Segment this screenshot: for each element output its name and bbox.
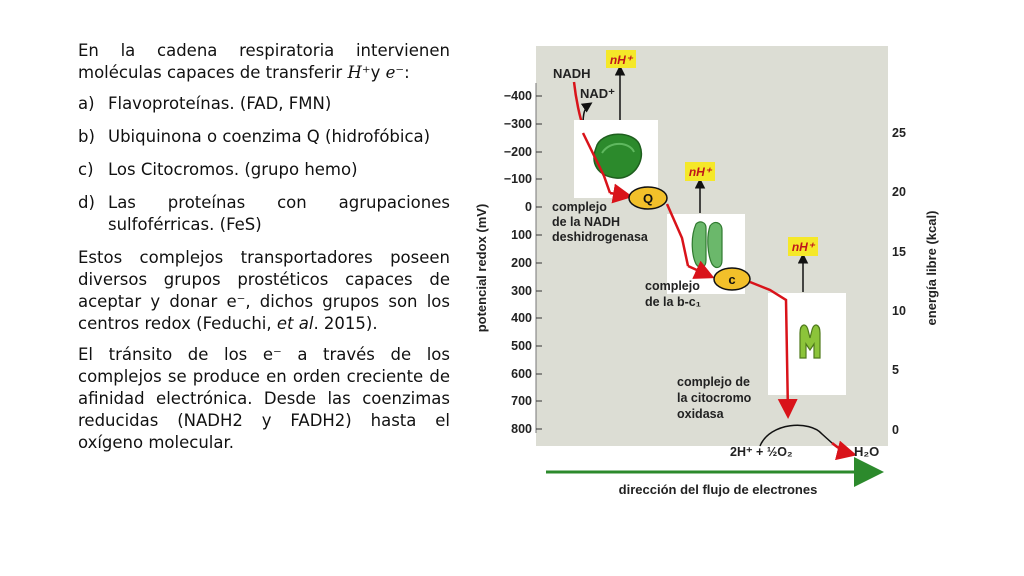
flow-direction-label: dirección del flujo de electrones bbox=[618, 482, 818, 497]
list-text: Flavoproteínas. (FAD, FMN) bbox=[108, 94, 332, 113]
complex-iv-label-line: la citocromo bbox=[677, 391, 752, 405]
list-item bbox=[78, 159, 450, 181]
para2-text: Estos complejos transportadores poseen diversos grupos prostéticos capaces de aceptar y donar e⁻, dichos grupos son los centros redox (Feduchi, bbox=[78, 248, 450, 333]
tick-label: −200 bbox=[503, 145, 532, 159]
tick-label: 10 bbox=[892, 304, 906, 318]
tick-label: 500 bbox=[511, 339, 532, 353]
intro-line2 bbox=[78, 63, 410, 82]
tick-label: 400 bbox=[511, 311, 532, 325]
para2-end: . 2015). bbox=[313, 314, 378, 333]
list-marker: a) bbox=[78, 94, 95, 113]
complex-i-label-line: complejo bbox=[552, 200, 607, 214]
complexes-paragraph bbox=[78, 247, 450, 335]
tick-label: 100 bbox=[511, 228, 532, 242]
tick-label: −300 bbox=[503, 117, 532, 131]
list-item bbox=[78, 192, 450, 236]
tick-label: 20 bbox=[892, 185, 906, 199]
left-axis-title: potencial redox (mV) bbox=[474, 203, 489, 333]
complex-iii-label-line: complejo bbox=[645, 279, 700, 293]
tick-label: −400 bbox=[503, 89, 532, 103]
respiratory-chain-figure bbox=[470, 38, 939, 503]
intro-colon: : bbox=[404, 63, 410, 82]
tick-label: 600 bbox=[511, 367, 532, 381]
intro-paragraph bbox=[78, 40, 450, 84]
left-axis-ticks bbox=[504, 89, 532, 436]
electron-transit-paragraph: El tránsito de los e⁻ a través de los complejos se produce en orden creciente de afinidad electrónica. Desde las coenzimas reducidas (NADH2 y FADH2) hasta el oxígeno molecular. bbox=[78, 345, 450, 452]
tick-label: 5 bbox=[892, 363, 899, 377]
proton-label: nH⁺ bbox=[688, 165, 712, 179]
list-marker: c) bbox=[78, 160, 94, 179]
complex-iv-label-line: oxidasa bbox=[677, 407, 724, 421]
tick-label: 200 bbox=[511, 256, 532, 270]
list-marker: d) bbox=[78, 193, 95, 212]
left-text-column bbox=[78, 40, 450, 463]
list-item bbox=[78, 93, 450, 115]
water-label: H₂O bbox=[854, 444, 880, 459]
tick-label: 800 bbox=[511, 422, 532, 436]
tick-label: 25 bbox=[892, 126, 906, 140]
q-label: Q bbox=[642, 191, 654, 206]
tick-label: 15 bbox=[892, 245, 906, 259]
list-item bbox=[78, 126, 450, 148]
complex-iv-label-line: complejo de bbox=[677, 375, 750, 389]
tick-label: −100 bbox=[503, 172, 532, 186]
list-marker: b) bbox=[78, 127, 95, 146]
right-axis-ticks bbox=[892, 126, 906, 437]
proton-label: nH⁺ bbox=[791, 240, 815, 254]
oxygen-reactants-label: 2H⁺ + ½O₂ bbox=[730, 445, 793, 459]
tick-label: 0 bbox=[892, 423, 899, 437]
tick-label: 700 bbox=[511, 394, 532, 408]
complex-i-label-line: de la NADH bbox=[552, 215, 621, 229]
nadh-label: NADH bbox=[553, 66, 591, 81]
para2-italic: et al bbox=[276, 314, 314, 333]
intro-line1: En la cadena respiratoria intervienen bbox=[78, 41, 450, 60]
c-label: c bbox=[728, 272, 736, 287]
intro-line2-prefix: moléculas capaces de transferir bbox=[78, 63, 348, 82]
list-text: Los Citocromos. (grupo hemo) bbox=[108, 160, 358, 179]
complex-iii-protein-icon bbox=[692, 222, 706, 268]
list-text: Las proteínas con agrupaciones sulfoférricas. (FeS) bbox=[108, 193, 450, 234]
respiratory-chain-diagram bbox=[470, 38, 939, 503]
molecule-list bbox=[78, 93, 450, 236]
h-plus-symbol: H⁺ bbox=[347, 63, 371, 82]
list-text: Ubiquinona o coenzima Q (hidrofóbica) bbox=[108, 127, 431, 146]
intro-y: y bbox=[370, 63, 386, 82]
nad-label: NAD⁺ bbox=[580, 86, 616, 101]
right-axis-title: energía libre (kcal) bbox=[924, 210, 939, 326]
tick-label: 300 bbox=[511, 284, 532, 298]
proton-label: nH⁺ bbox=[609, 53, 633, 67]
complex-i-label-line: deshidrogenasa bbox=[552, 230, 648, 244]
tick-label: 0 bbox=[525, 200, 532, 214]
complex-iii-label-line: de la b-c₁ bbox=[645, 295, 701, 309]
e-minus-symbol: e⁻ bbox=[385, 63, 405, 82]
